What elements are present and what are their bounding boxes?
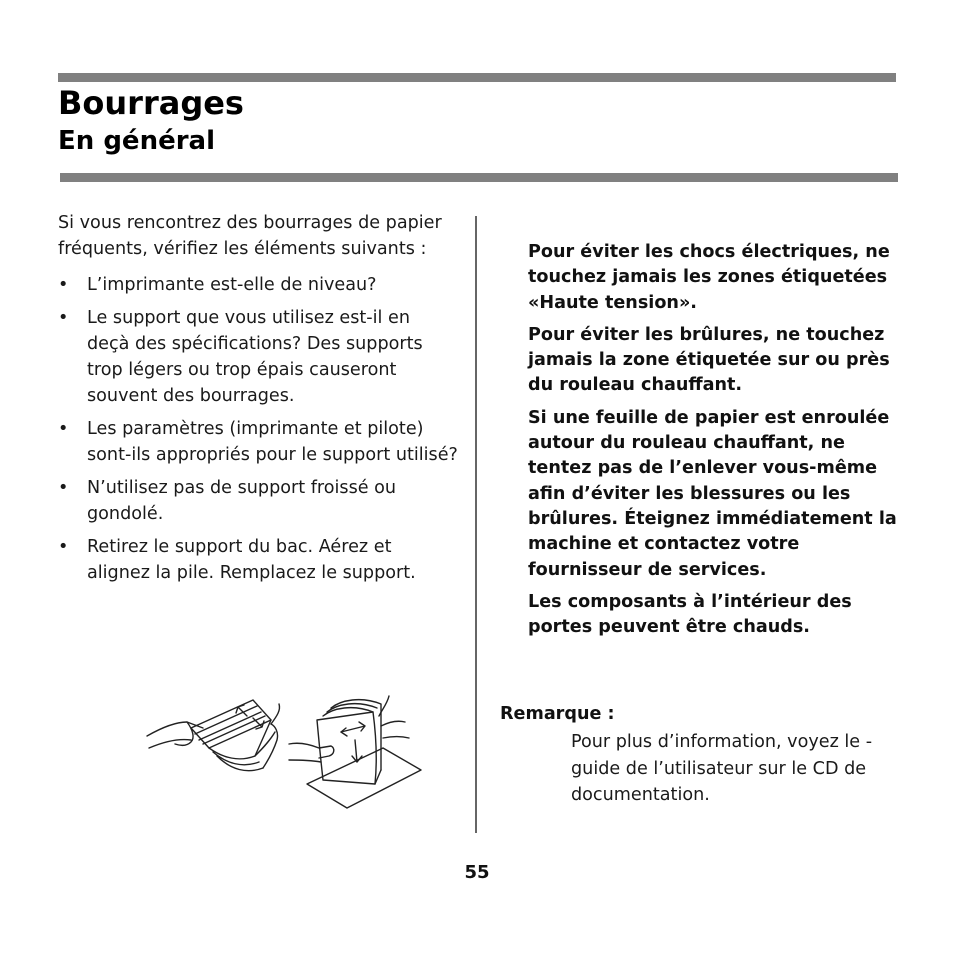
page-title: Bourrages [58,84,244,122]
bullet-icon: • [58,419,69,439]
note-label: Remarque : [500,704,615,724]
top-rule [58,73,896,82]
note-text: Pour plus d’information, voyez le -guide de l’utilisateur sur le CD de documentation. [571,732,873,805]
list-item-text: N’utilisez pas de support froissé ou gondolé. [87,478,397,524]
warning-hot-components: Les composants à l’intérieur des portes peuvent être chauds. [528,591,852,638]
left-column [58,210,458,593]
warning-electric-shock: Pour éviter les chocs électriques, ne touchez jamais les zones étiquetées «Haute tension». [528,242,890,313]
list-item-text: Retirez le support du bac. Aérez et alignez la pile. Remplacez le support. [87,537,416,583]
list-item-text: Les paramètres (imprimante et pilote) sont-ils appropriés pour le support utilisé? [87,419,458,465]
intro-paragraph: Si vous rencontrez des bourrages de papier fréquents, vérifiez les éléments suivants : [58,213,442,259]
paper-fanning-illustration [143,686,425,812]
page-subtitle: En général [58,126,215,156]
column-divider [475,216,477,833]
list-item [58,475,458,527]
list-item [58,272,458,298]
bullet-icon: • [58,478,69,498]
bullet-icon: • [58,308,69,328]
checklist [58,272,458,586]
list-item [58,416,458,468]
bullet-icon: • [58,275,69,295]
list-item [58,305,458,409]
list-item-text: L’imprimante est-elle de niveau? [87,275,377,295]
aligning-stack-drawing [289,696,421,808]
bullet-icon: • [58,537,69,557]
list-item-text: Le support que vous utilisez est-il en deçà des spécifications? Des supports trop légers ou trop épais causeront souvent des bourrages. [87,308,423,406]
warning-burns: Pour éviter les brûlures, ne touchez jamais la zone étiquetée sur ou près du rouleau chauffant. [528,324,890,396]
page-number: 55 [464,862,490,883]
warning-wrapped-paper: Si une feuille de papier est enroulée autour du rouleau chauffant, ne tentez pas de l’enlever vous-même afin d’éviter les blessures ou les brûlures. Éteignez immédiatement la machine et contactez votre fournisseur de services. [528,407,897,580]
fanning-stack-drawing [147,700,280,771]
header-bottom-rule [60,173,898,182]
right-column [528,240,898,647]
list-item [58,534,458,586]
